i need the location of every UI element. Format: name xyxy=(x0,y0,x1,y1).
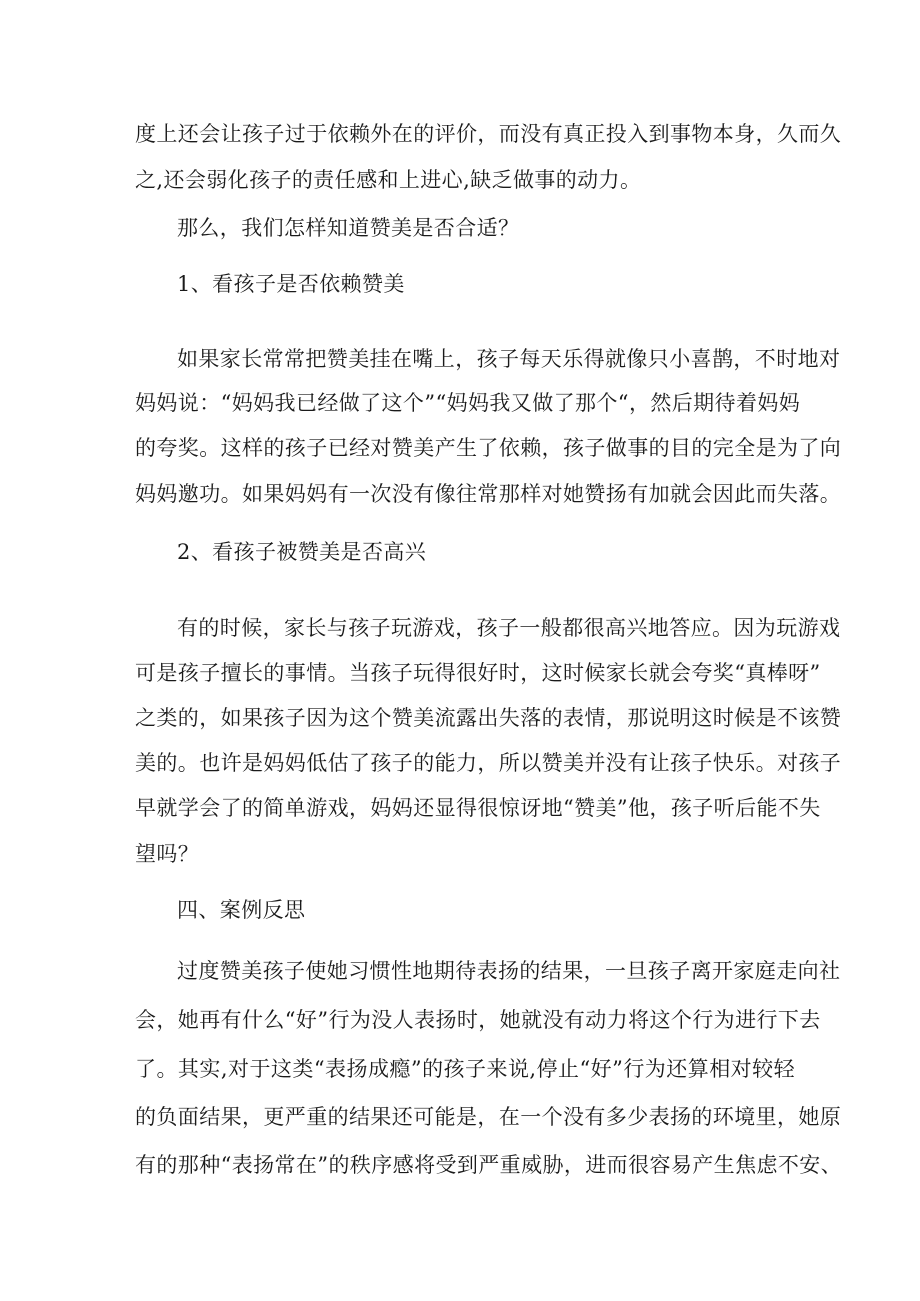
section-heading: 四、案例反思 xyxy=(177,898,306,922)
paragraph-line: 可是孩子擅长的事情。当孩子玩得很好时，这时候家长就会夸奖“真棒呀” xyxy=(135,661,821,685)
paragraph-line: 之类的，如果孩子因为这个赞美流露出失落的表情，那说明这时候是不该赞 xyxy=(135,706,842,730)
paragraph-line: 美的。也许是妈妈低估了孩子的能力，所以赞美并没有让孩子快乐。对孩子 xyxy=(135,751,842,775)
paragraph-line: 度上还会让孩子过于依赖外在的评价，而没有真正投入到事物本身，久而久 xyxy=(135,122,842,146)
paragraph-line: 的负面结果，更严重的结果还可能是，在一个没有多少表扬的环境里，她原 xyxy=(135,1105,842,1129)
section-heading: 1、看孩子是否依赖赞美 xyxy=(177,272,405,296)
paragraph-line: 之,还会弱化孩子的责任感和上进心,缺乏做事的动力。 xyxy=(135,168,642,192)
paragraph-line: 妈妈邀功。如果妈妈有一次没有像往常那样对她赞扬有加就会因此而失落。 xyxy=(135,482,842,506)
paragraph-line: 有的那种“表扬常在”的秩序感将受到严重威胁，进而很容易产生焦虑不安、 xyxy=(135,1153,843,1177)
paragraph-line: 会，她再有什么“好”行为没人表扬时，她就没有动力将这个行为进行下去 xyxy=(135,1008,821,1032)
paragraph-line: 的夸奖。这样的孩子已经对赞美产生了依赖，孩子做事的目的完全是为了向 xyxy=(135,436,842,460)
paragraph-line: 望吗？ xyxy=(135,842,200,866)
paragraph-line: 了。其实,对于这类“表扬成瘾”的孩子来说,停止“好”行为还算相对较轻 xyxy=(135,1057,795,1081)
paragraph-line: 过度赞美孩子使她习惯性地期待表扬的结果，一旦孩子离开家庭走向社 xyxy=(177,959,841,983)
section-heading: 2、看孩子被赞美是否高兴 xyxy=(177,540,427,564)
paragraph-line: 那么，我们怎样知道赞美是否合适？ xyxy=(177,216,520,240)
paragraph-line: 如果家长常常把赞美挂在嘴上，孩子每天乐得就像只小喜鹊，不时地对 xyxy=(177,347,841,371)
paragraph-line: 有的时候，家长与孩子玩游戏，孩子一般都很高兴地答应。因为玩游戏 xyxy=(177,616,841,640)
paragraph-line: 妈妈说：“妈妈我已经做了这个”“妈妈我又做了那个“，然后期待着妈妈 xyxy=(135,391,801,415)
paragraph-line: 早就学会了的简单游戏，妈妈还显得很惊讶地“赞美”他，孩子听后能不失 xyxy=(135,796,821,820)
